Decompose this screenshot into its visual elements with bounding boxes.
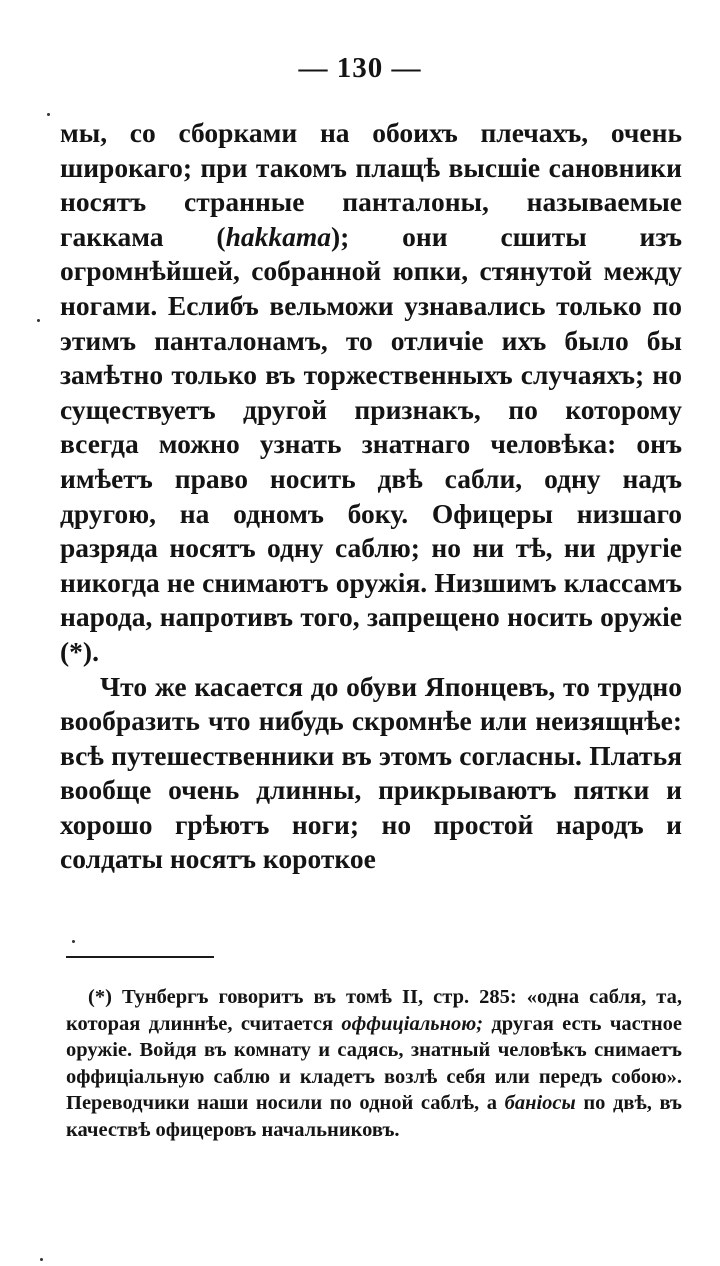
print-speck — [47, 113, 50, 116]
print-speck — [37, 319, 40, 322]
footnote-separator-rule — [66, 956, 214, 958]
paragraph-1-text-b: ); они сшиты изъ огромнѣйшей, собранной юпки, стянутой между ногами. Еслибъ вельможи узнавались только по этимъ панталонамъ, то отличіе ихъ было бы замѣтно только въ торжественныхъ случаяхъ; но существуетъ другой признакъ, по которому всегда можно узнать знатнаго человѣка: онъ имѣетъ право носить двѣ сабли, одну надъ другою, на одномъ боку. Офицеры низшаго разряда носятъ одну саблю; но ни тѣ, ни другіе никогда не снимаютъ оружія. Низшимъ классамъ народа, напротивъ того, запрещено носить оружіе (*). — [60, 220, 682, 667]
print-speck — [72, 940, 75, 943]
footnote-paragraph — [66, 984, 682, 1144]
paragraph-1 — [60, 116, 682, 670]
paragraph-1-italic-term: hakkama — [225, 220, 331, 252]
main-text — [60, 116, 682, 877]
print-speck — [40, 1258, 43, 1261]
paragraph-1-text-a: мы, со сборками на обоихъ плечахъ, очень широкаго; при такомъ плащѣ высшіе сановники носятъ странные панталоны, называемые гаккама ( — [60, 117, 682, 252]
footnote — [66, 984, 682, 1144]
footnote-italic-term-2: баніосы — [504, 1092, 576, 1115]
footnote-text-c: по двѣ, въ качествѣ офицеровъ начальниковъ. — [66, 1092, 682, 1141]
footnote-text-b: другая есть частное оружіе. Войдя въ комнату и садясь, знатный человѣкъ снимаетъ оффиціальную саблю и кладетъ возлѣ себя или передъ собою». Переводчики наши носили по одной саблѣ, а — [66, 1012, 682, 1115]
footnote-text-a: (*) Тунбергъ говоритъ въ томѣ II, стр. 285: «одна сабля, та, которая длиннѣе, считается — [66, 986, 682, 1035]
footnote-italic-term-1: оффиціальною; — [341, 1012, 484, 1035]
page-number: — 130 — — [298, 52, 422, 84]
paragraph-2: Что же касается до обуви Японцевъ, то трудно вообразить что нибудь скромнѣе или неизящнѣе: всѣ путешественники въ этомъ согласны. Платья вообще очень длинны, прикрываютъ пятки и хорошо грѣютъ ноги; но простой народъ и солдаты носятъ короткое — [60, 670, 682, 875]
